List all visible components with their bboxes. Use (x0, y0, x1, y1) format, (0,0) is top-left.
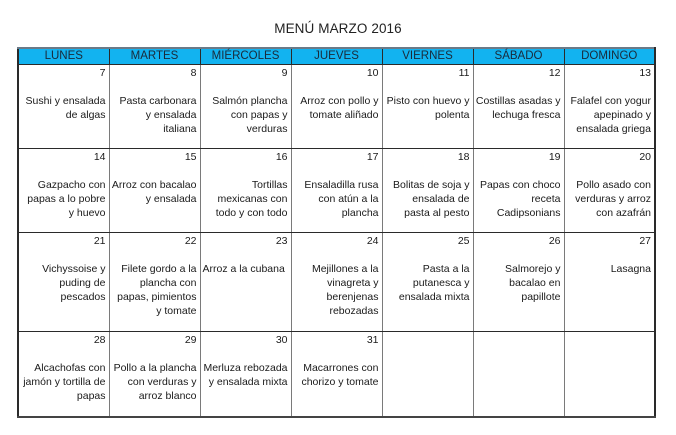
dish-text: Pollo a la plancha con verduras y arroz blanco (113, 362, 197, 402)
day-cell[interactable] (200, 233, 291, 332)
dish-text: Arroz con bacalao y ensalada (111, 179, 197, 205)
day-cell[interactable] (564, 65, 655, 149)
day-cell[interactable] (109, 332, 200, 418)
header-miercoles: MIÉRCOLES (200, 48, 291, 65)
dish-text: Merluza rebozada y ensalada mixta (203, 362, 288, 388)
dish-text: Alcachofas con jamón y tortilla de papas (23, 362, 106, 402)
day-number: 31 (366, 334, 379, 346)
day-cell[interactable] (382, 149, 473, 233)
day-cell[interactable] (109, 233, 200, 332)
day-number: 23 (275, 235, 288, 247)
dish-text: Ensaladilla rusa con atún a la plancha (304, 179, 379, 219)
dish-text: Lasagna (610, 263, 651, 275)
day-number: 17 (366, 151, 379, 163)
dish-text: Sushi y ensalada de algas (25, 95, 106, 121)
dish-text: Salmón plancha con papas y verduras (212, 95, 288, 135)
day-number (385, 333, 470, 347)
day-number: 21 (93, 235, 106, 247)
day-cell[interactable] (291, 65, 382, 149)
day-number: 9 (281, 67, 288, 79)
day-number: 15 (184, 151, 197, 163)
menu-calendar-table (17, 47, 656, 418)
day-number: 24 (366, 235, 379, 247)
day-number: 20 (639, 151, 651, 163)
day-number: 29 (184, 334, 197, 346)
day-number: 16 (275, 151, 288, 163)
day-number: 19 (548, 151, 561, 163)
header-domingo: DOMINGO (564, 48, 655, 65)
dish-text: Tortillas mexicanas con todo y con todo (215, 179, 288, 219)
day-cell[interactable] (18, 65, 109, 149)
dish-text: Pisto con huevo y polenta (386, 95, 470, 121)
week-row (18, 233, 655, 332)
day-number: 14 (93, 151, 106, 163)
day-number (567, 333, 652, 347)
header-viernes: VIERNES (382, 48, 473, 65)
header-lunes: LUNES (18, 48, 109, 65)
day-number: 12 (548, 67, 561, 79)
day-cell[interactable] (473, 65, 564, 149)
day-number: 22 (184, 235, 197, 247)
header-sabado: SÁBADO (473, 48, 564, 65)
header-jueves: JUEVES (291, 48, 382, 65)
week-row (18, 149, 655, 233)
header-martes: MARTES (109, 48, 200, 65)
day-cell[interactable] (473, 149, 564, 233)
day-cell[interactable] (200, 149, 291, 233)
day-number: 7 (99, 67, 106, 79)
day-number: 11 (458, 67, 470, 79)
dish-text: Filete gordo a la plancha con papas, pimientos y tomate (117, 263, 197, 317)
empty-day-cell[interactable] (382, 332, 473, 418)
day-cell[interactable] (18, 233, 109, 332)
week-row (18, 65, 655, 149)
day-number: 25 (457, 235, 470, 247)
day-number: 26 (548, 235, 561, 247)
day-cell[interactable] (291, 233, 382, 332)
day-cell[interactable] (200, 332, 291, 418)
weekday-header-row (18, 48, 655, 65)
dish-text: Macarrones con chorizo y tomate (301, 362, 379, 388)
dish-text: Costillas asadas y lechuga fresca (475, 95, 561, 121)
dish-text: Pasta carbonara y ensalada italiana (119, 95, 197, 135)
day-cell[interactable] (109, 65, 200, 149)
dish-text: Falafel con yogur apepinado y ensalada griega (570, 95, 651, 135)
dish-text: Arroz a la cubana (202, 263, 285, 275)
day-cell[interactable] (564, 149, 655, 233)
empty-day-cell[interactable] (564, 332, 655, 418)
day-number: 18 (457, 151, 470, 163)
dish-text: Papas con choco receta Cadipsonians (479, 179, 561, 219)
day-number (476, 333, 561, 347)
day-cell[interactable] (200, 65, 291, 149)
dish-text: Vichyssoise y puding de pescados (42, 263, 106, 303)
day-cell[interactable] (382, 65, 473, 149)
day-cell[interactable] (291, 149, 382, 233)
dish-text: Pasta a la putanesca y ensalada mixta (398, 263, 470, 303)
dish-text: Bolitas de soja y ensalada de pasta al pesto (393, 179, 470, 219)
day-cell[interactable] (18, 149, 109, 233)
empty-day-cell[interactable] (473, 332, 564, 418)
day-cell[interactable] (18, 332, 109, 418)
week-row (18, 332, 655, 418)
dish-text: Salmorejo y bacalao en papillote (505, 263, 561, 303)
dish-text: Arroz con pollo y tomate aliñado (300, 95, 379, 121)
dish-text: Pollo asado con verduras y arroz con azafrán (575, 179, 651, 219)
day-number: 10 (366, 67, 379, 79)
dish-text: Mejillones a la vinagreta y berenjenas rebozadas (311, 263, 379, 317)
dish-text: Gazpacho con papas a lo pobre y huevo (27, 179, 106, 219)
day-number: 30 (275, 334, 288, 346)
day-cell[interactable] (473, 233, 564, 332)
day-cell[interactable] (291, 332, 382, 418)
day-number: 13 (639, 67, 651, 79)
day-cell[interactable] (109, 149, 200, 233)
day-cell[interactable] (382, 233, 473, 332)
day-cell[interactable] (564, 233, 655, 332)
day-number: 28 (93, 334, 106, 346)
day-number: 8 (190, 67, 197, 79)
page-title: MENÚ MARZO 2016 (274, 21, 402, 36)
day-number: 27 (639, 235, 651, 247)
